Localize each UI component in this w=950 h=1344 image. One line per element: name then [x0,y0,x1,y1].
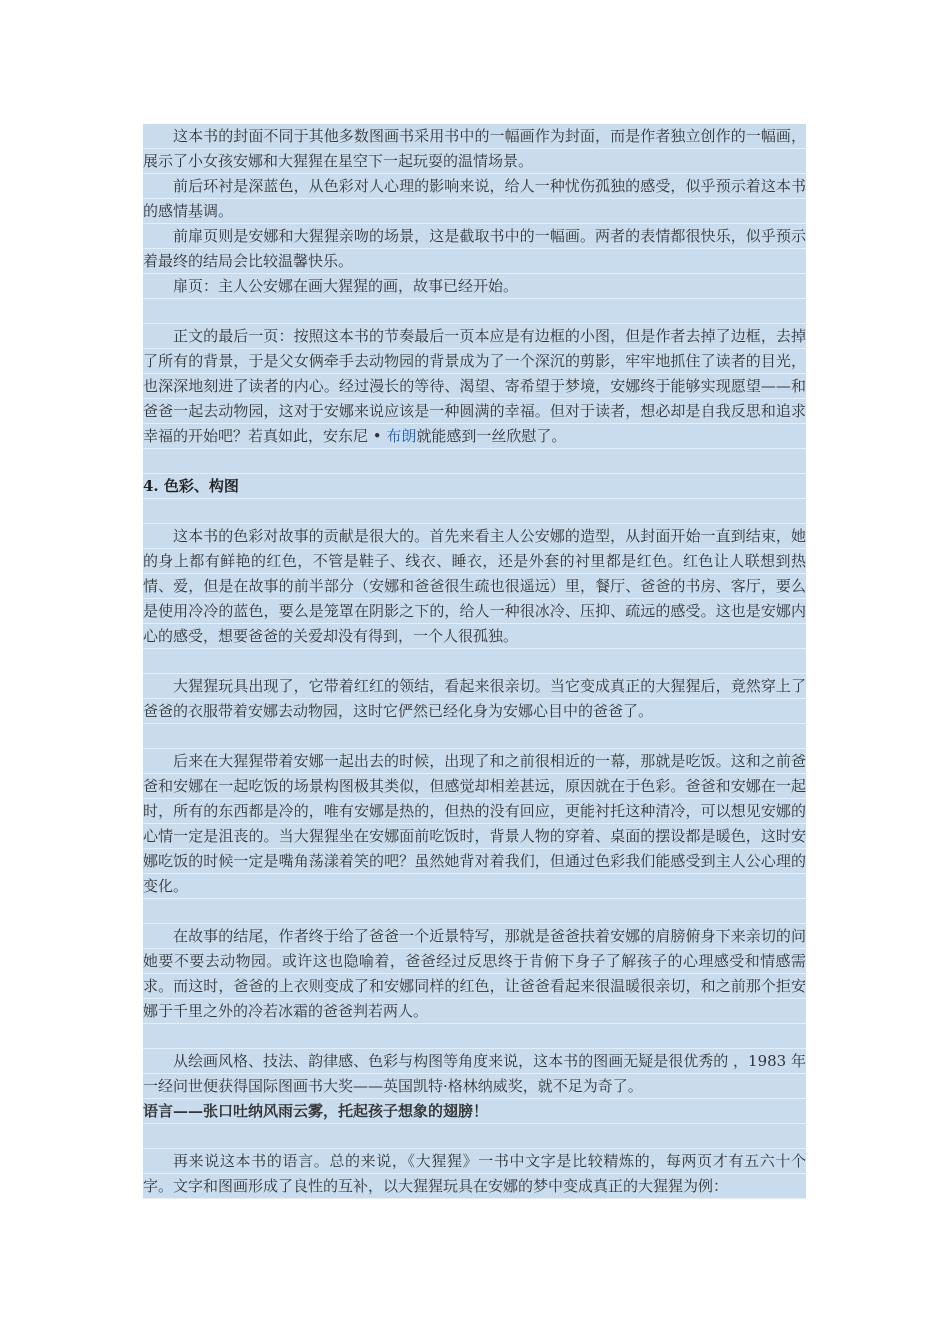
blank-line [143,1024,806,1049]
paragraph-front-title-page: 前扉页则是安娜和大猩猩亲吻的场景，这是截取书中的一幅画。两者的表情都很快乐，似乎预示着最终的结局会比较温馨快乐。 [143,227,806,270]
paragraph-cover: 这本书的封面不同于其他多数图画书采用书中的一幅画作为封面，而是作者独立创作的一幅画，展示了小女孩安娜和大猩猩在星空下一起玩耍的温情场景。 [143,127,806,170]
blank-line [143,649,806,674]
paragraph-dinner-scene: 后来在大猩猩带着安娜一起出去的时候，出现了和之前很相近的一幕，那就是吃饭。这和之前爸爸和安娜在一起吃饭的场景构图极其类似，但感觉却相差甚远，原因就在于色彩。爸爸和安娜在一起时，所有的东西都是冷的，唯有安娜是热的，但热的没有回应，更能衬托这种清冷，可以想见安娜的心情一定是沮丧的。当大猩猩坐在安娜面前吃饭时，背景人物的穿着、桌面的摆设都是暖色，这时安娜吃饭的时候一定是嘴角荡漾着笑的吧？虽然她背对着我们，但通过色彩我们能感受到主人公心理的变化。 [143,752,806,895]
blank-line [143,899,806,924]
paragraph-endpapers: 前后环衬是深蓝色，从色彩对人心理的影响来说，给人一种忧伤孤独的感受，似乎预示着这本书的感情基调。 [143,177,806,220]
author-link[interactable]: 布朗 [386,427,417,445]
section-heading-language: 语言——张口吐纳风雨云雾，托起孩子想象的翅膀！ [143,1102,489,1120]
paragraph-award: 从绘画风格、技法、韵律感、色彩与构图等角度来说，这本书的图画无疑是很优秀的 ，1983 年一经问世便获得国际图画书大奖——英国凯特·格林纳威奖，就不足为奇了。 [143,1052,806,1095]
paragraph-ending: 在故事的结尾，作者终于给了爸爸一个近景特写，那就是爸爸扶着安娜的肩膀俯身下来亲切的问她要不要去动物园。或许这也隐喻着，爸爸经过反思终于肯俯下身子了解孩子的心理感受和情感需求。而这时，爸爸的上衣则变成了和安娜同样的红色，让爸爸看起来很温暖很亲切，和之前那个拒安娜于千里之外的冷若冰霜的爸爸判若两人。 [143,927,806,1020]
paragraph-last-page-tail: 就能感到一丝欣慰了。 [416,427,567,445]
highlighted-text-body [143,124,806,1199]
blank-line [143,1124,806,1149]
paragraph-gorilla-toy: 大猩猩玩具出现了，它带着红红的领结，看起来很亲切。当它变成真正的大猩猩后，竟然穿上了爸爸的衣服带着安娜去动物园，这时它俨然已经化身为安娜心目中的爸爸了。 [143,677,806,720]
blank-line [143,299,806,324]
paragraph-last-page-text: 正文的最后一页：按照这本书的节奏最后一页本应是有边框的小图，但是作者去掉了边框，去掉了所有的背景，于是父女俩牵手去动物园的背景成为了一个深沉的剪影，牢牢地抓住了读者的目光，也深深地刻进了读者的内心。经过漫长的等待、渴望、寄希望于梦境，安娜终于能够实现愿望——和爸爸一起去动物园，这对于安娜来说应该是一种圆满的幸福。但对于读者，想必却是自我反思和追求幸福的开始吧？若真如此，安东尼 • [143,327,806,445]
blank-line [143,449,806,474]
blank-line [143,499,806,524]
paragraph-last-page [143,324,806,449]
section-heading-color-composition: 4. 色彩、构图 [143,477,239,495]
paragraph-color-red: 这本书的色彩对故事的贡献是很大的。首先来看主人公安娜的造型，从封面开始一直到结束，她的身上都有鲜艳的红色，不管是鞋子、线衣、睡衣，还是外套的衬里都是红色。红色让人联想到热情、爱，但是在故事的前半部分（安娜和爸爸很生疏也很遥远）里，餐厅、爸爸的书房、客厅，要么是使用冷冷的蓝色，要么是笼罩在阴影之下的，给人一种很冰冷、压抑、疏远的感受。这也是安娜内心的感受，想要爸爸的关爱却没有得到，一个人很孤独。 [143,527,806,645]
paragraph-title-page: 扉页：主人公安娜在画大猩猩的画，故事已经开始。 [173,277,519,295]
blank-line [143,724,806,749]
paragraph-language: 再来说这本书的语言。总的来说，《大猩猩》一书中文字是比较精炼的，每两页才有五六十个字。文字和图画形成了良性的互补，以大猩猩玩具在安娜的梦中变成真正的大猩猩为例： [143,1152,806,1195]
